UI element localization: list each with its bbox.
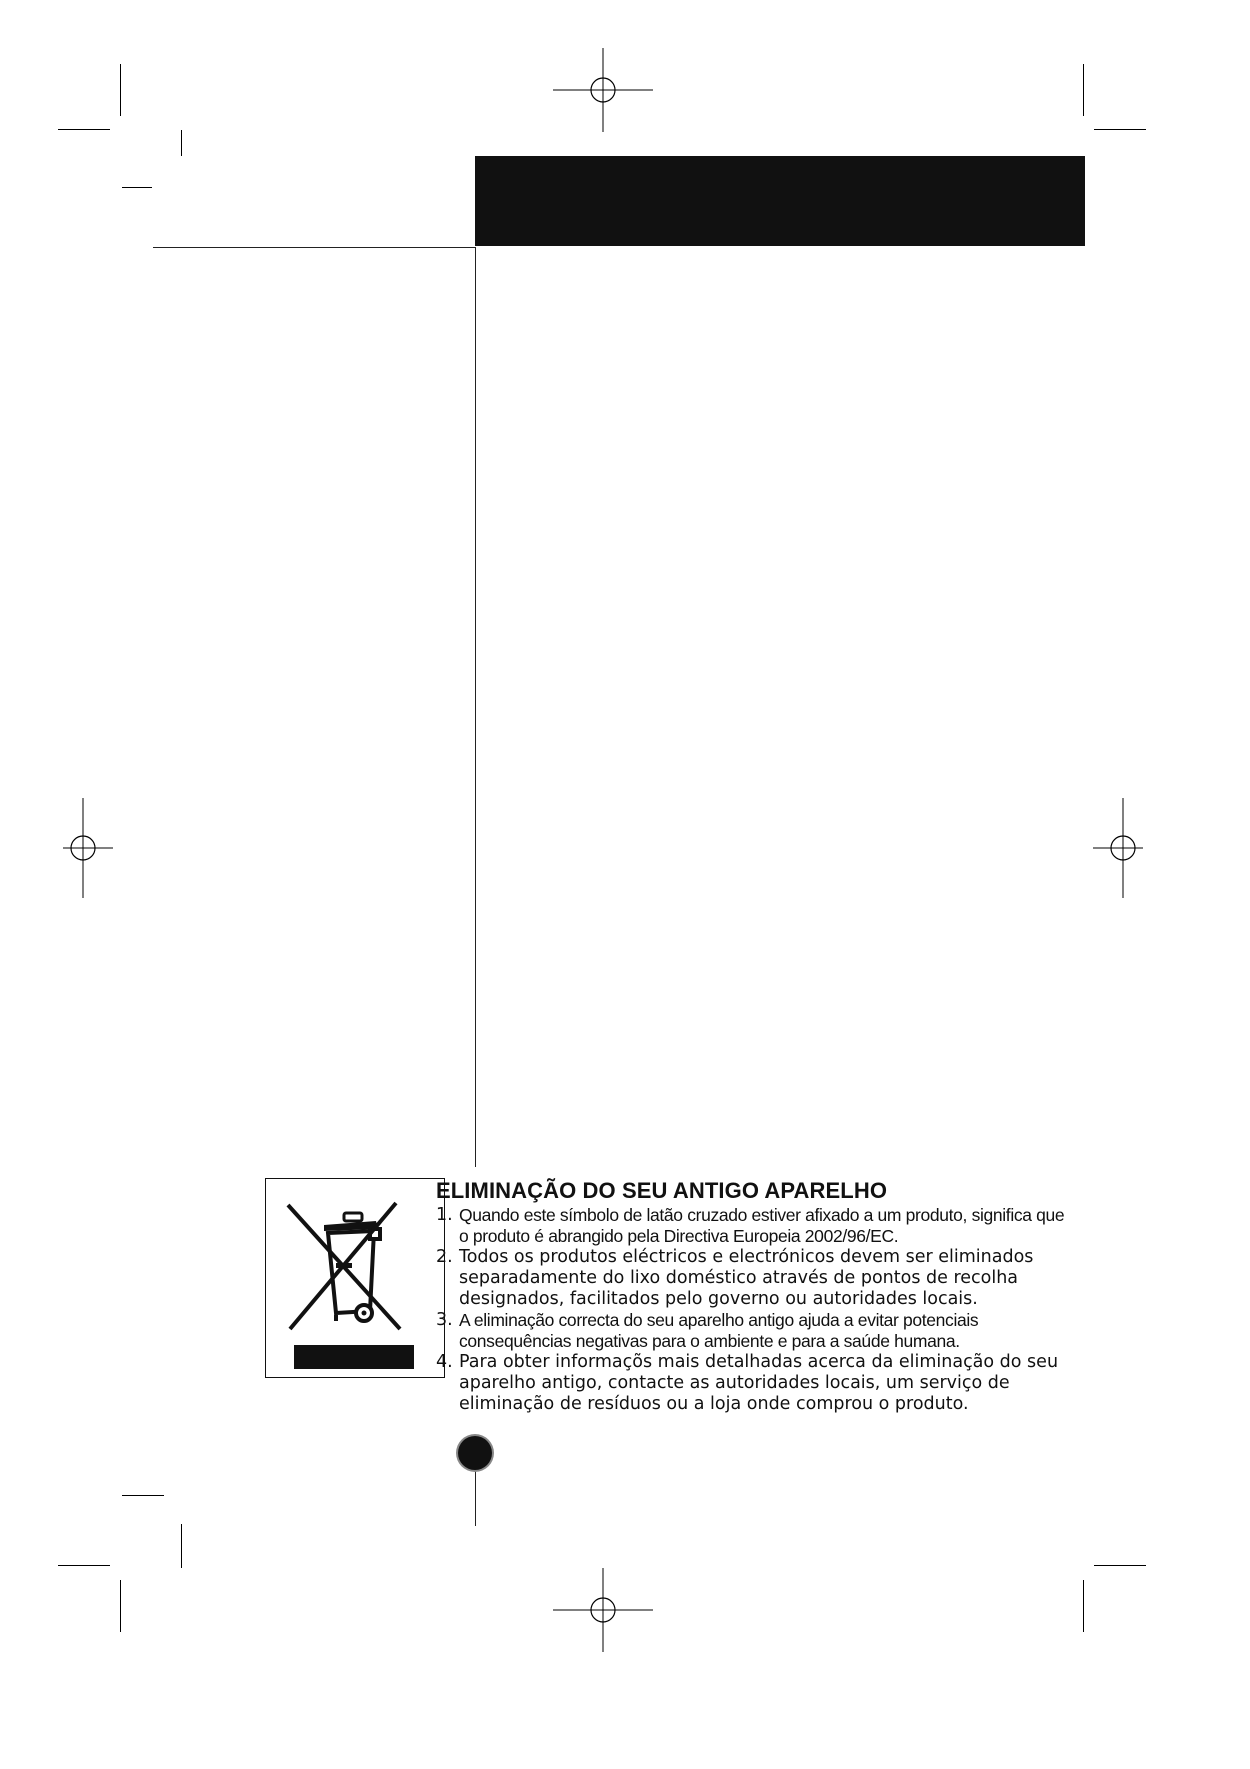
crossed-out-wheelie-bin-icon bbox=[266, 1179, 444, 1377]
list-item-text: Quando este símbolo de latão cruzado estiver afixado a um produto, significa que o produto é abrangido pela Directiva Europeia 2002/96/EC. bbox=[459, 1205, 1065, 1246]
registration-mark-icon bbox=[553, 40, 653, 140]
header-bar bbox=[475, 156, 1085, 246]
crop-mark bbox=[1083, 1580, 1084, 1632]
crop-mark bbox=[181, 130, 182, 156]
crop-mark bbox=[122, 1495, 164, 1496]
crop-mark bbox=[122, 187, 152, 188]
crop-mark bbox=[181, 1524, 182, 1568]
list-item-text: Todos os produtos eléctricos e electrónicos devem ser eliminados separadamente do lixo doméstico através de pontos de recolha designados, facilitados pelo governo ou autoridades locais. bbox=[459, 1247, 1034, 1309]
list-item-number: 1. bbox=[436, 1205, 453, 1225]
crop-mark bbox=[1094, 129, 1146, 130]
list-item-text: Para obter informaçõs mais detalhadas acerca da eliminação do seu aparelho antigo, contacte as autoridades locais, um serviço de eliminação de resíduos ou a loja onde comprou o produto. bbox=[459, 1352, 1059, 1414]
registration-mark-icon bbox=[1073, 798, 1173, 898]
registration-mark-icon bbox=[33, 798, 133, 898]
disposal-list bbox=[436, 1205, 1076, 1415]
page-number-dot bbox=[458, 1436, 492, 1470]
section-title: ELIMINAÇÃO DO SEU ANTIGO APARELHO bbox=[436, 1178, 888, 1203]
list-item bbox=[436, 1205, 1076, 1247]
list-item-number: 3. bbox=[436, 1310, 453, 1330]
list-item bbox=[436, 1247, 1076, 1310]
list-item-number: 4. bbox=[436, 1352, 453, 1372]
crop-mark bbox=[58, 129, 110, 130]
list-item-text: A eliminação correcta do seu aparelho antigo ajuda a evitar potenciais consequências negativas para o ambiente e para a saúde humana. bbox=[459, 1310, 979, 1351]
header-rule bbox=[153, 247, 475, 248]
crop-mark bbox=[1094, 1565, 1146, 1566]
list-item-number: 2. bbox=[436, 1247, 453, 1267]
weee-symbol-box bbox=[265, 1178, 445, 1378]
crop-mark bbox=[120, 1580, 121, 1632]
column-divider bbox=[475, 247, 476, 1167]
list-item bbox=[436, 1310, 1076, 1352]
disposal-section bbox=[436, 1178, 1076, 1415]
list-item bbox=[436, 1352, 1076, 1415]
registration-mark-icon bbox=[553, 1560, 653, 1660]
crop-mark bbox=[58, 1565, 110, 1566]
crop-mark bbox=[120, 64, 121, 116]
crop-mark bbox=[1083, 64, 1084, 116]
